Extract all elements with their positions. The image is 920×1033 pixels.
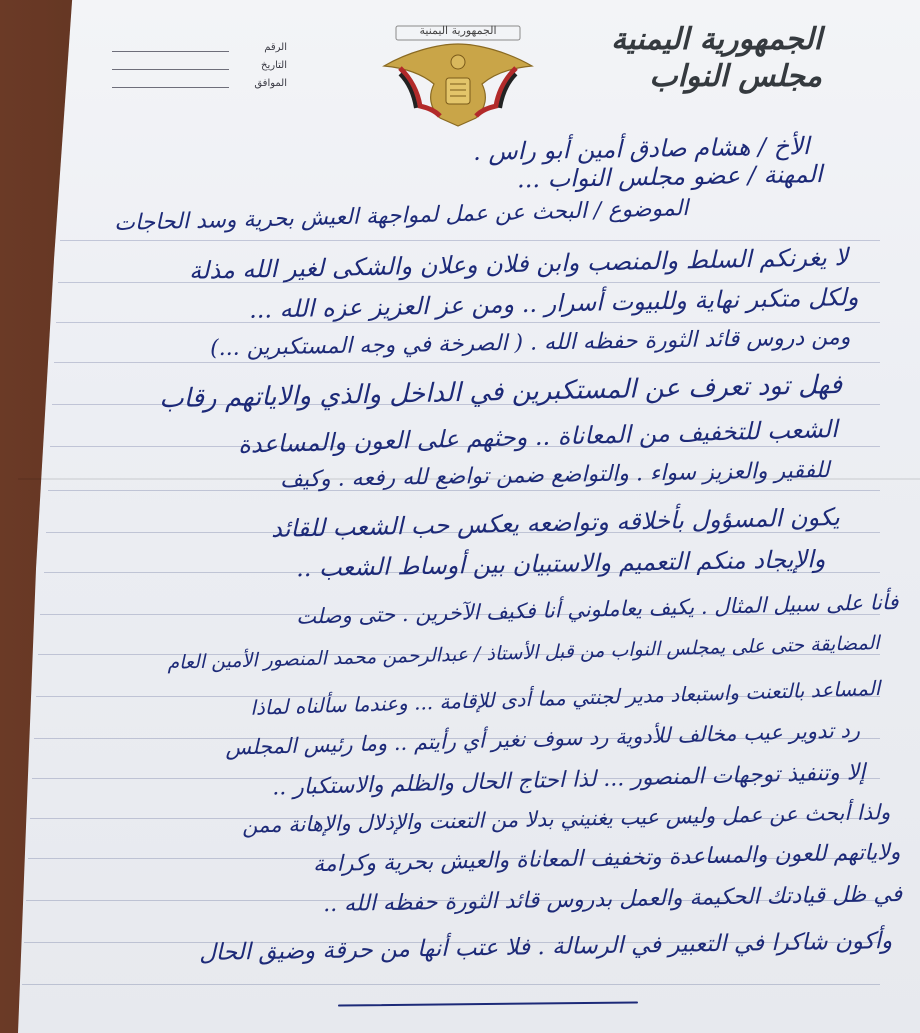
letter-body-line: يكون المسؤول بأخلاقه وتواضعه يعكس حب الشعب للقائد [271,503,841,543]
ruled-line [56,322,880,323]
letter-body-line: لا يغرنكم السلط والمنصب وابن فلان وعلان والشكى لغير الله مذلة [188,243,849,285]
letter-body-line: والإيجاد منكم التعميم والاستبيان بين أوساط الشعب .. [295,545,826,583]
letter-body-line: فهل تود تعرف عن المستكبرين في الداخل والذي والاياتهم رقاب [158,370,843,415]
addressee-title-line: المهنة / عضو مجلس النواب ... [516,160,823,194]
ruled-line [60,240,880,241]
ref-number-label: الرقم [264,41,287,53]
letter-body-line: ومن دروس قائد الثورة حفظه الله . ( الصرخة في وجه المستكبرين ...) [209,325,851,362]
letter-body-line: فأنا على سبيل المثال . يكيف يعاملوني أنا فكيف الآخرين . حتى وصلت [295,590,899,629]
yemen-emblem [378,22,538,130]
letter-body-line: ولكل متكبر نهاية وللبيوت أسرار .. ومن عز العزيز عزه الله ... [248,283,859,324]
ruled-line [22,984,880,985]
letter-body-line: المضايقة حتى على يمجلس النواب من قبل الأستاذ / عبدالرحمن محمد المنصور الأمين العام [167,632,881,674]
ruled-line [48,490,880,491]
ref-date-line [112,61,229,70]
letter-body-line: إلا وتنفيذ توجهات المنصور ... لذا احتاج الحال والظلم والاستكبار .. [271,760,866,801]
ruled-line [54,362,880,363]
eagle-emblem-icon [378,22,538,130]
letter-body-line: رد تدوير عيب مخالف للأدوية رد سوف نغير أي رأيتم .. وما رئيس المجلس [224,718,861,760]
ref-corresponding-row [112,74,287,92]
letter-body-line: المساعد بالتعنت واستبعاد مدير لجنتي مما أدى للإقامة ... وعندما سألناه لماذا [249,676,881,720]
addressee-line: الأخ / هشام صادق أمين أبو راس . [473,132,811,166]
ref-corresponding-label: الموافق [254,77,287,89]
subject-line: الموضوع / البحث عن عمل لمواجهة العيش بحرية وسد الحاجات [113,196,689,237]
letterhead [611,22,822,94]
org-name-line1: الجمهورية اليمنية [611,22,822,57]
ref-number-line [112,43,229,52]
ref-corresponding-line [112,79,229,88]
ref-date-label: التاريخ [261,59,287,71]
reference-fields [112,38,287,92]
letter-body-line: ولذا أبحث عن عمل وليس عيب يغنيني بدلا من التعنت والإذلال والإهانة ممن [241,800,891,838]
ref-number-row [112,38,287,56]
letter-body-line: وأكون شاكرا في التعبير في الرسالة . فلا عتب أنها من حرقة وضيق الحال [198,928,893,967]
emblem-banner-text: الجمهورية اليمنية [419,24,497,37]
letter-body-line: الشعب للتخفيف من المعاناة .. وحثهم على العون والمساعدة [238,415,839,459]
letter-body-line: ولاياتهم للعون والمساعدة وتخفيف المعاناة والعيش بحرية وكرامة [312,840,901,878]
letter-body-line: في ظل قيادتك الحكيمة والعمل بدروس قائد الثورة حفظه الله .. [322,882,903,918]
org-name-line2: مجلس النواب [649,59,822,94]
letter-body-line: للفقير والعزيز سواء . والتواضع ضمن تواضع لله رفعه . وكيف [280,458,831,493]
ruled-line [58,282,880,283]
ref-date-row [112,56,287,74]
